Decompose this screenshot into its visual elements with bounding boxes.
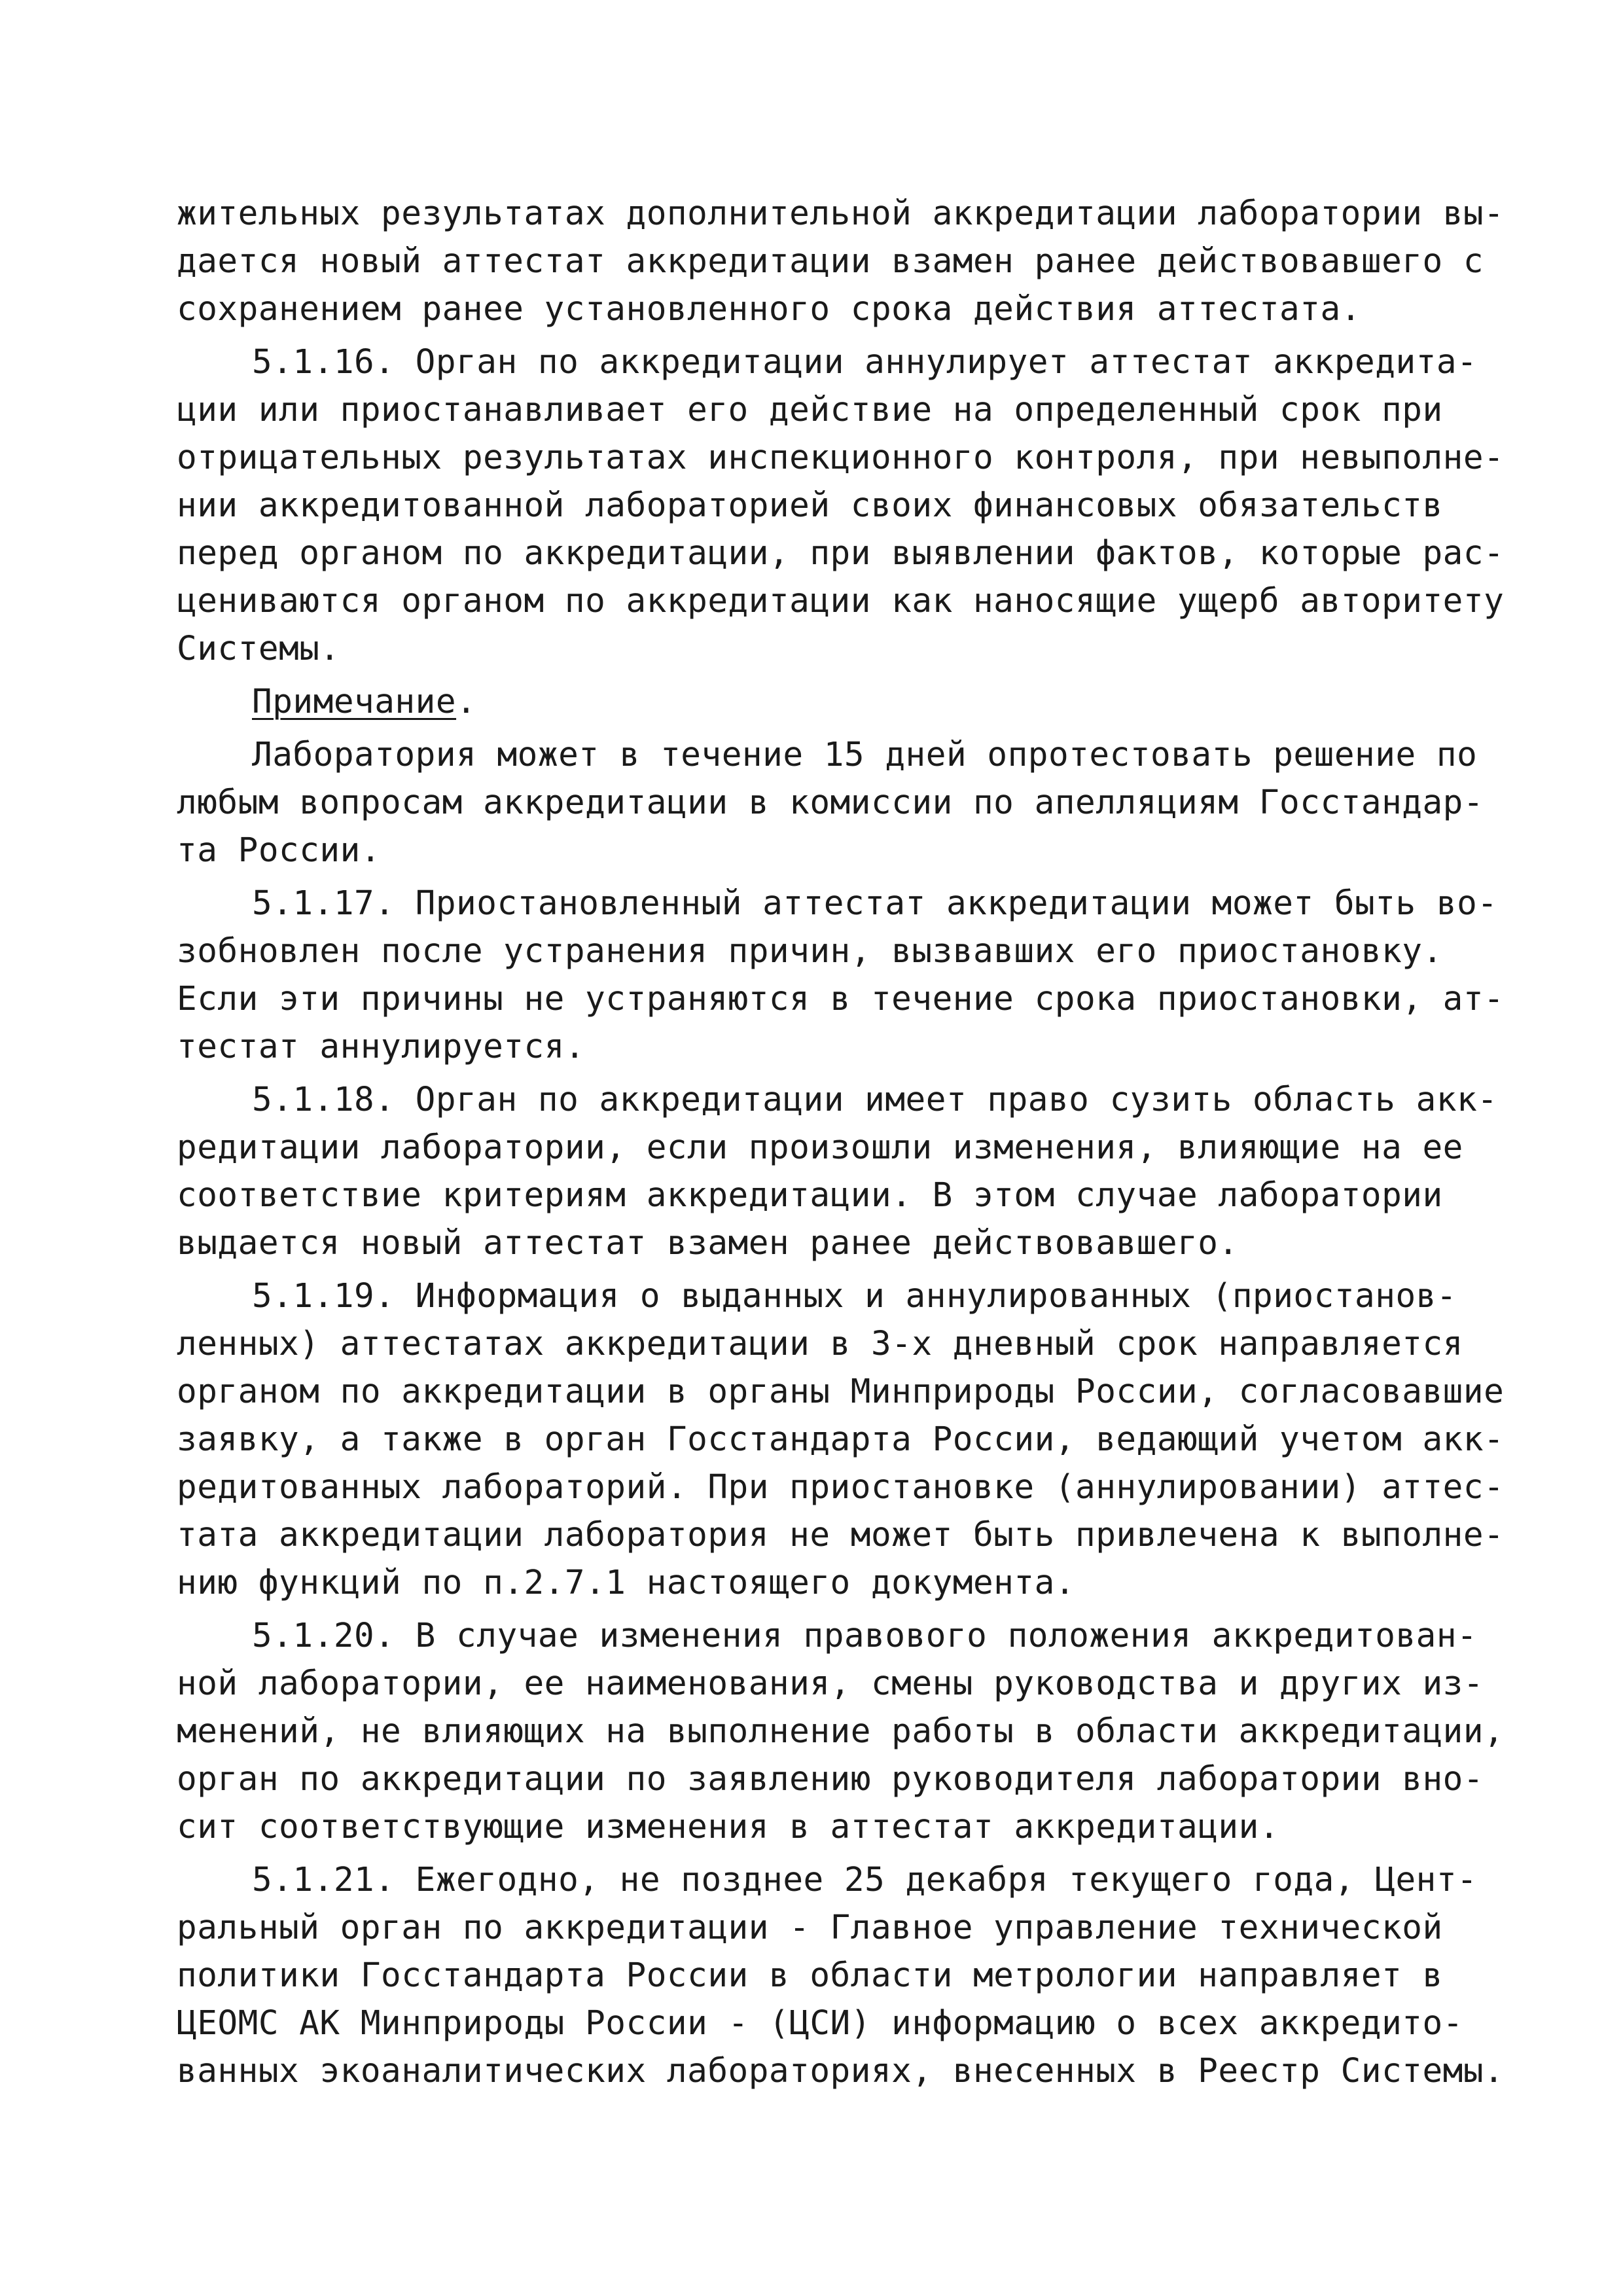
paragraph-5-1-17-start: 5.1.17. Приостановленный аттестат аккредитации может быть во- xyxy=(252,884,1498,923)
text-line: орган по аккредитации по заявлению руководителя лаборатории вно- xyxy=(177,1760,1484,1799)
paragraph-5-1-19-start: 5.1.19. Информация о выданных и аннулированных (приостанов- xyxy=(252,1277,1457,1316)
text-line: Если эти причины не устраняются в течение срока приостановки, ат- xyxy=(177,980,1505,1018)
paragraph-5-1-16-start: 5.1.16. Орган по аккредитации аннулирует аттестат аккредита- xyxy=(252,343,1478,382)
text-line: ции или приостанавливает его действие на определенный срок при xyxy=(177,391,1443,429)
text-line: тестат аннулируется. xyxy=(177,1028,586,1066)
text-line: ной лаборатории, ее наименования, смены руководства и других из- xyxy=(177,1664,1484,1703)
text-line: цениваются органом по аккредитации как наносящие ущерб авторитету xyxy=(177,582,1505,620)
note-text-start: Лаборатория может в течение 15 дней опротестовать решение по xyxy=(252,736,1478,774)
document-body xyxy=(177,190,1505,2095)
note-heading-period: . xyxy=(456,683,477,721)
text-line: соответствие критериям аккредитации. В этом случае лаборатории xyxy=(177,1176,1443,1215)
text-line: дается новый аттестат аккредитации взамен ранее действовавшего с xyxy=(177,242,1484,281)
text-line: нию функций по п.2.7.1 настоящего документа. xyxy=(177,1564,1076,1602)
note-heading-label: Примечание xyxy=(252,683,457,721)
text-line: ЦЕОМС АК Минприроды России - (ЦСИ) информацию о всех аккредито- xyxy=(177,2004,1463,2043)
text-line: ленных) аттестатах аккредитации в 3-х дневный срок направляется xyxy=(177,1325,1463,1363)
text-line: отрицательных результатах инспекционного контроля, при невыполне- xyxy=(177,439,1505,477)
text-line: ральный орган по аккредитации - Главное управление технической xyxy=(177,1909,1443,1947)
text-line: жительных результатах дополнительной аккредитации лаборатории вы- xyxy=(177,194,1505,233)
text-line: заявку, а также в орган Госстандарта России, ведающий учетом акк- xyxy=(177,1420,1505,1459)
text-line: тата аккредитации лаборатория не может быть привлечена к выполне- xyxy=(177,1516,1505,1554)
text-line: сохранением ранее установленного срока действия аттестата. xyxy=(177,290,1361,329)
text-line: сит соответствующие изменения в аттестат аккредитации. xyxy=(177,1808,1280,1846)
text-line: политики Госстандарта России в области метрологии направляет в xyxy=(177,1956,1443,1995)
paragraph-5-1-21-start: 5.1.21. Ежегодно, не позднее 25 декабря текущего года, Цент- xyxy=(252,1861,1478,1899)
text-line: любым вопросам аккредитации в комиссии по апелляциям Госстандар- xyxy=(177,783,1484,822)
text-line: нии аккредитованной лабораторией своих финансовых обязательств xyxy=(177,486,1443,525)
text-line: ванных экоаналитических лабораториях, внесенных в Реестр Системы. xyxy=(177,2052,1505,2090)
text-line: та России. xyxy=(177,831,382,870)
text-line: органом по аккредитации в органы Минприроды России, согласовавшие xyxy=(177,1372,1505,1411)
text-line: Системы. xyxy=(177,630,340,668)
paragraph-5-1-18-start: 5.1.18. Орган по аккредитации имеет право сузить область акк- xyxy=(252,1081,1498,1119)
text-line: редитации лаборатории, если произошли изменения, влияющие на ее xyxy=(177,1128,1463,1167)
note-heading xyxy=(177,678,1453,726)
text-line: выдается новый аттестат взамен ранее действовавшего. xyxy=(177,1224,1239,1263)
paragraph-5-1-20-start: 5.1.20. В случае изменения правового положения аккредитован- xyxy=(252,1617,1478,1655)
text-line: редитованных лабораторий. При приостановке (аннулировании) аттес- xyxy=(177,1468,1505,1507)
text-line: менений, не влияющих на выполнение работы в области аккредитации, xyxy=(177,1712,1505,1751)
text-line: зобновлен после устранения причин, вызвавших его приостановку. xyxy=(177,932,1443,971)
text-line: перед органом по аккредитации, при выявлении фактов, которые рас- xyxy=(177,534,1505,573)
